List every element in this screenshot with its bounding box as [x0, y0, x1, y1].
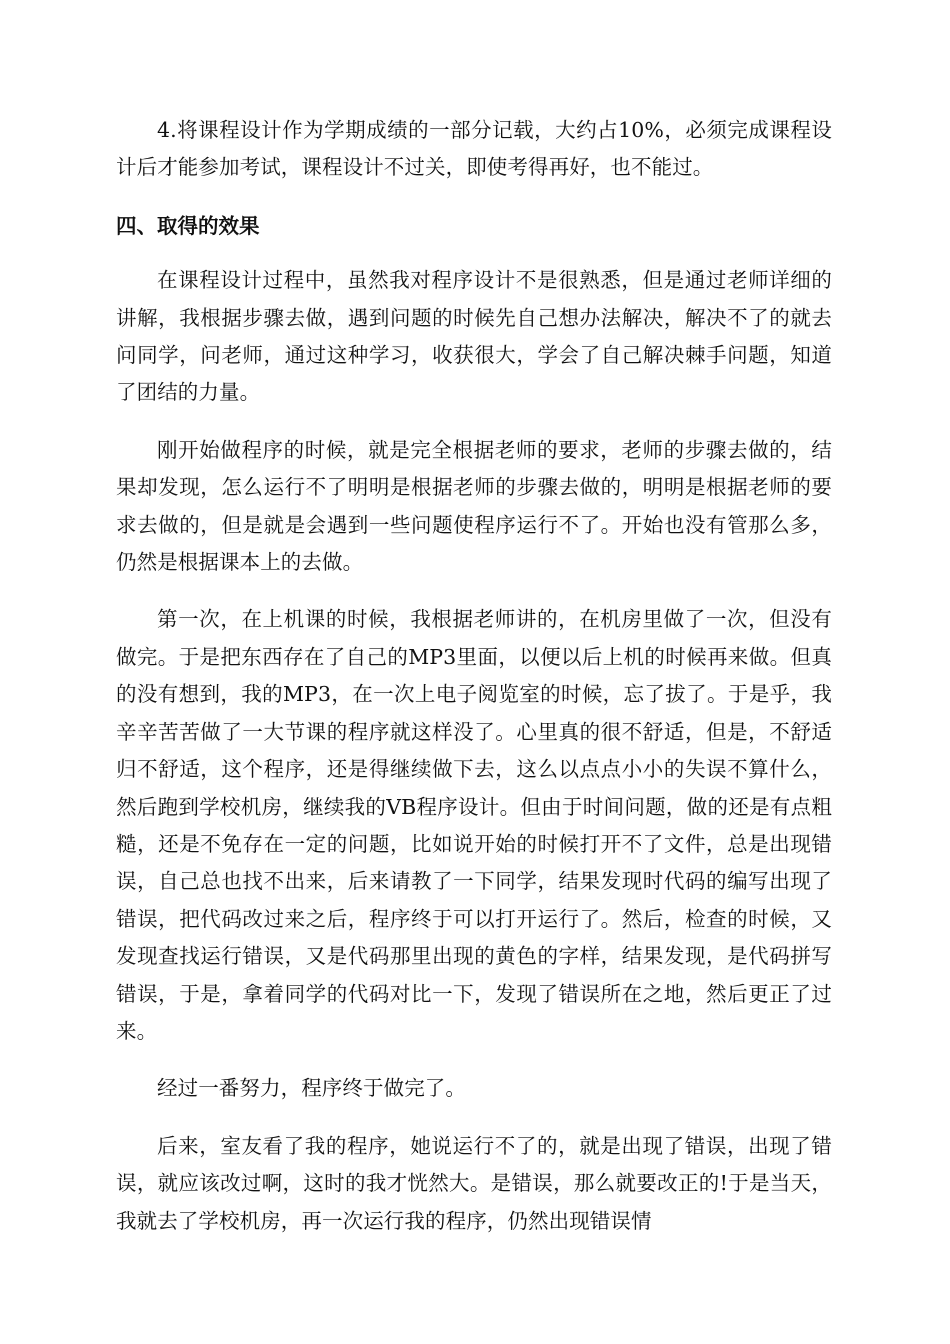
paragraph-results-3: 第一次，在上机课的时候，我根据老师讲的，在机房里做了一次，但没有做完。于是把东西存在了自己的MP3里面，以便以后上机的时候再来做。但真的没有想到，我的MP3，在一次上电子阅览室的时候，忘了拔了。于是乎，我辛辛苦苦做了一大节课的程序就这样没了。心里真的很不舒适，但是，不舒适归不舒适，这个程序，还是得继续做下去，这么以点点小小的失误不算什么，然后跑到学校机房，继续我的VB程序设计。但由于时间问题，做的还是有点粗糙，还是不免存在一定的问题，比如说开始的时候打开不了文件，总是出现错误，自己总也找不出来，后来请教了一下同学，结果发现时代码的编写出现了错误，把代码改过来之后，程序终于可以打开运行了。然后，检查的时候，又发现查找运行错误，又是代码那里出现的黄色的字样，结果发现，是代码拼写错误，于是，拿着同学的代码对比一下，发现了错误所在之地，然后更正了过来。: [116, 607, 832, 1043]
paragraph-results-5: 后来，室友看了我的程序，她说运行不了的，就是出现了错误，出现了错误，就应该改过啊，这时的我才恍然大。是错误，那么就要改正的!于是当天，我就去了学校机房，再一次运行我的程序，仍然出现错误情: [116, 1133, 832, 1233]
paragraph-results-1: 在课程设计过程中，虽然我对程序设计不是很熟悉，但是通过老师详细的讲解，我根据步骤去做，遇到问题的时候先自己想办法解决，解决不了的就去问同学，问老师，通过这种学习，收获很大，学会了自己解决棘手问题，知道了团结的力量。: [116, 268, 832, 405]
document-page: [116, 112, 832, 1240]
paragraph-item-4: 4.将课程设计作为学期成绩的一部分记载，大约占10%，必须完成课程设计后才能参加考试，课程设计不过关，即使考得再好，也不能过。: [116, 118, 832, 180]
paragraph-results-2: 刚开始做程序的时候，就是完全根据老师的要求，老师的步骤去做的，结果却发现，怎么运行不了明明是根据老师的步骤去做的，明明是根据老师的要求去做的，但是就是会遇到一些问题使程序运行不了。开始也没有管那么多，仍然是根据课本上的去做。: [116, 437, 832, 575]
paragraph-results-4: 经过一番努力，程序终于做完了。: [157, 1076, 466, 1101]
section-heading: 四、取得的效果: [116, 213, 260, 238]
